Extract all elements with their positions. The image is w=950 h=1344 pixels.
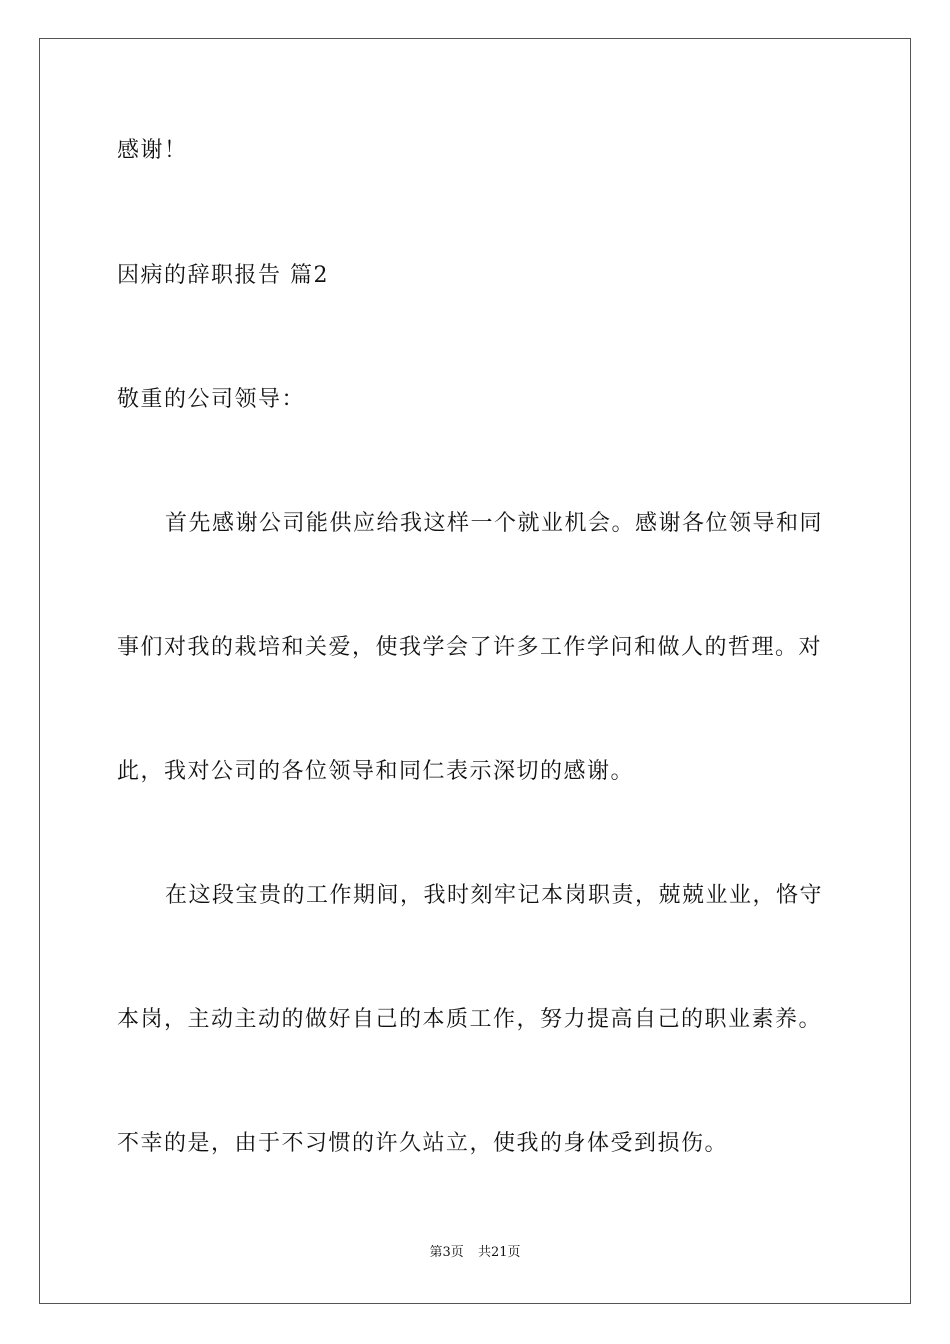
paragraph-2-line-2: 本岗，主动主动的做好自己的本质工作，努力提高自己的职业素养。 <box>117 1007 823 1032</box>
closing-thanks: 感谢！ <box>117 138 188 163</box>
paragraph-2-line-3: 不幸的是，由于不习惯的许久站立，使我的身体受到损伤。 <box>117 1131 729 1156</box>
paragraph-1-line-3: 此，我对公司的各位领导和同仁表示深切的感谢。 <box>117 759 635 784</box>
paragraph-1-line-2: 事们对我的栽培和关爱，使我学会了许多工作学问和做人的哲理。对 <box>117 635 823 660</box>
page-frame <box>39 38 911 1304</box>
total-pages: 共21页 <box>477 1245 521 1260</box>
salutation: 敬重的公司领导： <box>117 387 306 412</box>
section-heading: 因病的辞职报告 篇2 <box>117 263 329 288</box>
page-footer <box>0 1244 950 1262</box>
paragraph-2-line-1: 在这段宝贵的工作期间，我时刻牢记本岗职责，兢兢业业，恪守 <box>165 883 824 908</box>
paragraph-1-line-1: 首先感谢公司能供应给我这样一个就业机会。感谢各位领导和同 <box>165 511 824 536</box>
page-number: 第3页 <box>429 1245 464 1260</box>
